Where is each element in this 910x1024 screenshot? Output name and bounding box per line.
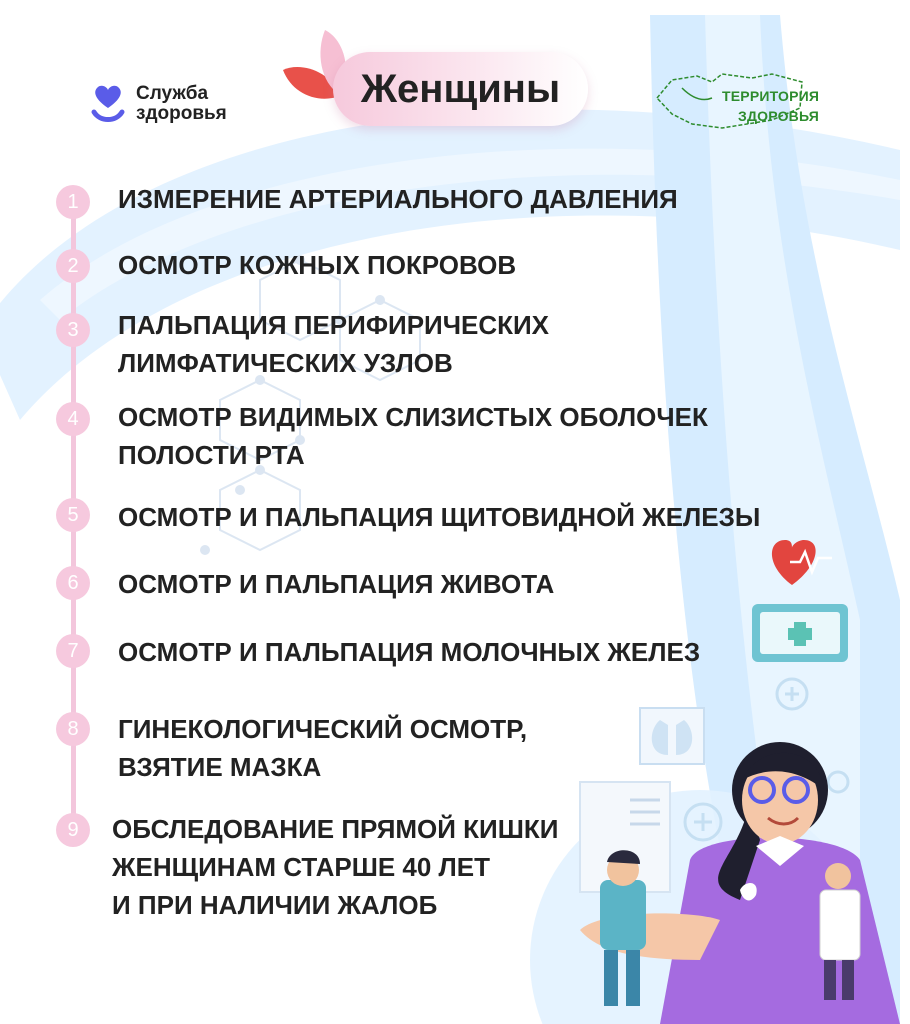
step-text-line: ОСМОТР И ПАЛЬПАЦИЯ ЩИТОВИДНОЙ ЖЕЛЕЗЫ bbox=[118, 502, 761, 532]
logo-line-1: Служба bbox=[136, 83, 209, 104]
step-text-line: ВЗЯТИЕ МАЗКА bbox=[118, 752, 322, 782]
step-number: 5 bbox=[56, 498, 90, 532]
heart-logo-icon bbox=[88, 82, 128, 126]
first-aid-monitor-icon bbox=[752, 604, 848, 662]
step-item bbox=[118, 498, 760, 536]
step-item bbox=[118, 398, 708, 474]
step-item bbox=[118, 180, 678, 218]
step-number: 1 bbox=[56, 185, 90, 219]
step-number: 7 bbox=[56, 634, 90, 668]
step-item bbox=[112, 810, 558, 924]
logo-right-line-2: ЗДОРОВЬЯ bbox=[738, 108, 819, 124]
step-text-line: ПОЛОСТИ РТА bbox=[118, 440, 305, 470]
step-text-line: ЖЕНЩИНАМ СТАРШЕ 40 ЛЕТ bbox=[112, 852, 491, 882]
step-item bbox=[118, 565, 554, 603]
step-number: 8 bbox=[56, 712, 90, 746]
step-item bbox=[118, 306, 549, 382]
step-number: 2 bbox=[56, 249, 90, 283]
page-title: Женщины bbox=[360, 66, 561, 111]
step-item bbox=[118, 246, 516, 284]
step-text-line: ГИНЕКОЛОГИЧЕСКИЙ ОСМОТР, bbox=[118, 714, 528, 744]
step-text-line: ПАЛЬПАЦИЯ ПЕРИФИРИЧЕСКИХ bbox=[118, 310, 550, 340]
step-item bbox=[118, 633, 700, 671]
title-badge bbox=[333, 52, 588, 126]
step-number: 3 bbox=[56, 313, 90, 347]
step-number: 4 bbox=[56, 402, 90, 436]
logo-line-2: здоровья bbox=[136, 103, 227, 124]
step-text-line: ИЗМЕРЕНИЕ АРТЕРИАЛЬНОГО ДАВЛЕНИЯ bbox=[118, 184, 678, 214]
logo-right-line-1: ТЕРРИТОРИЯ bbox=[722, 88, 820, 104]
step-text-line: ЛИМФАТИЧЕСКИХ УЗЛОВ bbox=[118, 348, 453, 378]
step-text-line: И ПРИ НАЛИЧИИ ЖАЛОБ bbox=[112, 890, 438, 920]
step-number: 6 bbox=[56, 566, 90, 600]
step-text-line: ОБСЛЕДОВАНИЕ ПРЯМОЙ КИШКИ bbox=[112, 814, 559, 844]
step-item bbox=[118, 710, 527, 786]
sluzhba-zdorovya-logo bbox=[88, 82, 227, 126]
territoriya-zdorovya-logo bbox=[652, 68, 820, 138]
step-number: 9 bbox=[56, 813, 90, 847]
step-text-line: ОСМОТР ВИДИМЫХ СЛИЗИСТЫХ ОБОЛОЧЕК bbox=[118, 402, 708, 432]
step-text-line: ОСМОТР КОЖНЫХ ПОКРОВОВ bbox=[118, 250, 517, 280]
step-text-line: ОСМОТР И ПАЛЬПАЦИЯ ЖИВОТА bbox=[118, 569, 555, 599]
step-text-line: ОСМОТР И ПАЛЬПАЦИЯ МОЛОЧНЫХ ЖЕЛЕЗ bbox=[118, 637, 701, 667]
